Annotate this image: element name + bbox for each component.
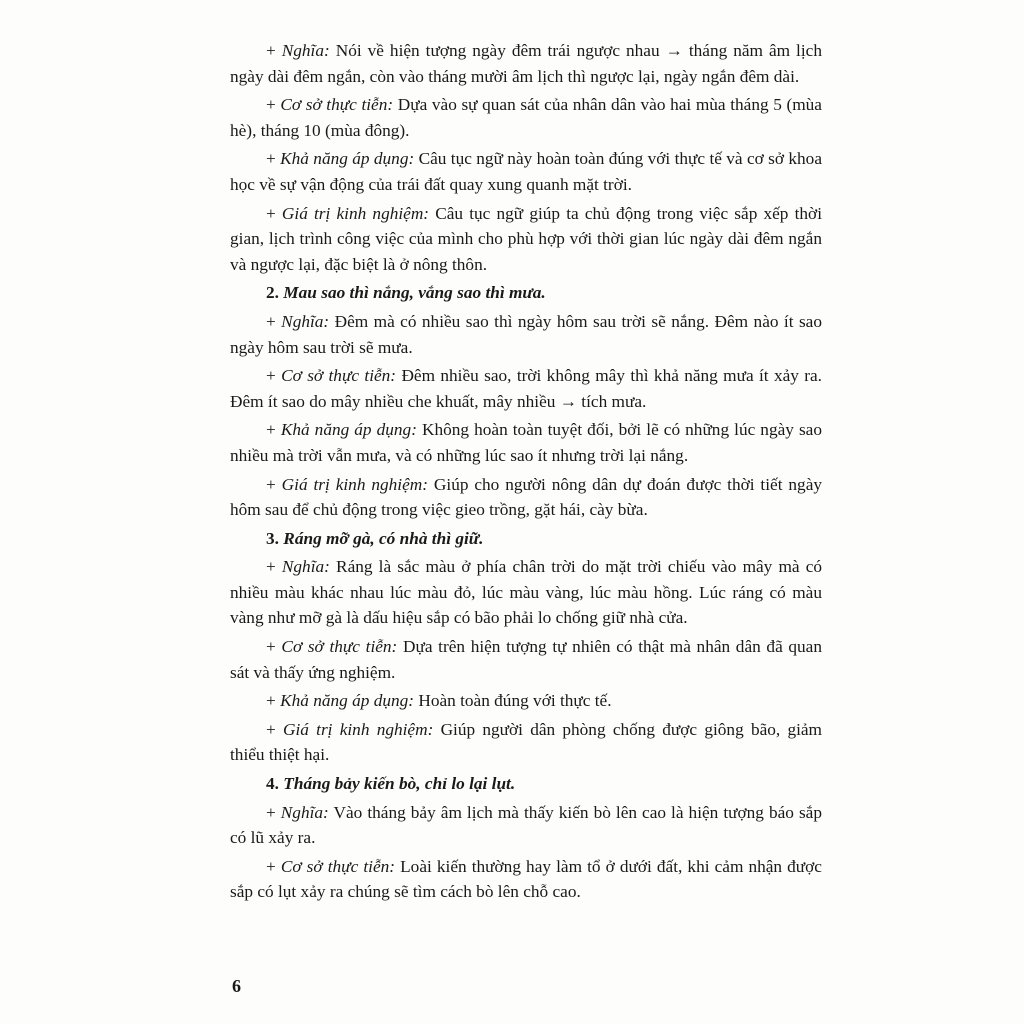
item-label: Khả năng áp dụng:	[280, 420, 417, 440]
section-number: 3.	[266, 528, 279, 548]
item-text: Hoàn toàn đúng với thực tế.	[418, 691, 612, 711]
body-text	[230, 38, 822, 908]
item-text: Câu tục ngữ giúp ta chủ động trong việc sắp xếp thời gian, lịch trình công việc của mình cho phù hợp với thời gian lúc ngày dài đêm ngắn và ngược lại, đặc biệt là ở nông thôn.	[230, 203, 822, 274]
item-text: Nói về hiện tượng ngày đêm trái ngược nhau → tháng năm âm lịch ngày dài đêm ngắn, còn vào tháng mười âm lịch thì ngược lại, ngày ngắn đêm dài.	[230, 41, 822, 86]
section-2-meaning: + Nghĩa: Đêm mà có nhiều sao thì ngày hôm sau trời sẽ nắng. Đêm nào ít sao ngày hôm sau trời sẽ mưa.	[230, 311, 822, 357]
intro-practical-basis: + Cơ sở thực tiễn: Dựa vào sự quan sát của nhân dân vào hai mùa tháng 5 (mùa hè), tháng 10 (mùa đông).	[230, 95, 822, 140]
item-text: Đêm mà có nhiều sao thì ngày hôm sau trời sẽ nắng. Đêm nào ít sao ngày hôm sau trời sẽ mưa.	[230, 311, 822, 357]
item-text: Loài kiến thường hay làm tổ ở dưới đất, khi cảm nhận được sắp có lụt xảy ra chúng sẽ tìm cách bò lên chỗ cao.	[230, 856, 822, 902]
item-text: Không hoàn toàn tuyệt đối, bởi lẽ có những lúc ngày sao nhiều mà trời vẫn mưa, và có những lúc sao ít nhưng trời lại nắng.	[230, 420, 822, 465]
section-title: Mau sao thì nắng, vắng sao thì mưa.	[283, 283, 546, 303]
item-label: Giá trị kinh nghiệm:	[282, 719, 434, 739]
intro-applicability: + Khả năng áp dụng: Câu tục ngữ này hoàn toàn đúng với thực tế và cơ sở khoa học về sự vận động của trái đất quay xung quanh mặt trời.	[230, 149, 822, 194]
section-title: Ráng mỡ gà, có nhà thì giữ.	[283, 528, 484, 548]
item-text: Ráng là sắc màu ở phía chân trời do mặt trời chiếu vào mây mà có nhiều màu khác nhau lúc màu đỏ, lúc màu vàng, lúc màu hồng. Lúc ráng có màu vàng như mỡ gà là dấu hiệu sắp có bão phải lo chống giữ nhà cửa.	[230, 557, 823, 628]
section-2-experience-value: + Giá trị kinh nghiệm: Giúp cho người nông dân dự đoán được thời tiết ngày hôm sau để chủ động trong việc gieo trồng, gặt hái, cày bừa.	[230, 474, 822, 520]
item-label: Cơ sở thực tiễn:	[281, 637, 398, 657]
item-label: Cơ sở thực tiễn:	[280, 856, 396, 876]
item-label: Nghĩa:	[280, 802, 329, 822]
section-3-applicability: + Khả năng áp dụng: Hoàn toàn đúng với thực tế.	[266, 691, 612, 711]
intro-experience-value: + Giá trị kinh nghiệm: Câu tục ngữ giúp ta chủ động trong việc sắp xếp thời gian, lịch trình công việc của mình cho phù hợp với thời gian lúc ngày dài đêm ngắn và ngược lại, đặc biệt là ở nông thôn.	[230, 203, 822, 274]
section-heading-2	[230, 280, 822, 306]
section-4-practical-basis: + Cơ sở thực tiễn: Loài kiến thường hay làm tổ ở dưới đất, khi cảm nhận được sắp có lụt xảy ra chúng sẽ tìm cách bò lên chỗ cao.	[230, 856, 822, 902]
section-heading-4	[230, 771, 822, 797]
section-heading-3	[230, 526, 822, 552]
item-label: Khả năng áp dụng:	[280, 691, 415, 711]
item-text: Dựa trên hiện tượng tự nhiên có thật mà nhân dân đã quan sát và thấy ứng nghiệm.	[230, 637, 822, 682]
section-4-meaning: + Nghĩa: Vào tháng bảy âm lịch mà thấy kiến bò lên cao là hiện tượng báo sắp có lũ xảy ra.	[230, 802, 822, 848]
page-number: 6	[232, 976, 241, 996]
section-number: 4.	[266, 774, 279, 794]
item-text: Câu tục ngữ này hoàn toàn đúng với thực tế và cơ sở khoa học về sự vận động của trái đất quay xung quanh mặt trời.	[230, 149, 822, 194]
item-text: Dựa vào sự quan sát của nhân dân vào hai mùa tháng 5 (mùa hè), tháng 10 (mùa đông).	[230, 95, 822, 140]
item-text: Giúp cho người nông dân dự đoán được thời tiết ngày hôm sau để chủ động trong việc gieo trồng, gặt hái, cày bừa.	[230, 474, 822, 520]
item-text: Đêm nhiều sao, trời không mây thì khả năng mưa ít xảy ra. Đêm ít sao do mây nhiều che khuất, mây nhiều → tích mưa.	[230, 366, 823, 411]
section-3-meaning: + Nghĩa: Ráng là sắc màu ở phía chân trời do mặt trời chiếu vào mây mà có nhiều màu khác nhau lúc màu đỏ, lúc màu vàng, lúc màu hồng. Lúc ráng có màu vàng như mỡ gà là dấu hiệu sắp có bão phải lo chống giữ nhà cửa.	[230, 557, 823, 628]
item-label: Giá trị kinh nghiệm:	[281, 203, 430, 223]
item-text: Giúp người dân phòng chống được giông bão, giảm thiểu thiệt hại.	[230, 719, 823, 765]
item-text: Vào tháng bảy âm lịch mà thấy kiến bò lên cao là hiện tượng báo sắp có lũ xảy ra.	[230, 802, 822, 848]
intro-meaning: + Nghĩa: Nói về hiện tượng ngày đêm trái ngược nhau → tháng năm âm lịch ngày dài đêm ngắn, còn vào tháng mười âm lịch thì ngược lại, ngày ngắn đêm dài.	[230, 41, 822, 86]
item-label: Giá trị kinh nghiệm:	[281, 474, 428, 494]
item-label: Khả năng áp dụng:	[280, 149, 415, 169]
section-number: 2.	[266, 283, 279, 303]
section-2-practical-basis: + Cơ sở thực tiễn: Đêm nhiều sao, trời không mây thì khả năng mưa ít xảy ra. Đêm ít sao do mây nhiều che khuất, mây nhiều → tích mưa.	[230, 366, 823, 411]
section-3-practical-basis: + Cơ sở thực tiễn: Dựa trên hiện tượng tự nhiên có thật mà nhân dân đã quan sát và thấy ứng nghiệm.	[230, 637, 822, 682]
item-label: Nghĩa:	[281, 311, 330, 331]
item-label: Cơ sở thực tiễn:	[280, 95, 394, 115]
section-2-applicability: + Khả năng áp dụng: Không hoàn toàn tuyệt đối, bởi lẽ có những lúc ngày sao nhiều mà trời vẫn mưa, và có những lúc sao ít nhưng trời lại nắng.	[230, 420, 822, 465]
item-label: Nghĩa:	[281, 41, 330, 60]
section-title: Tháng bảy kiến bò, chỉ lo lại lụt.	[283, 774, 516, 794]
section-3-experience-value: + Giá trị kinh nghiệm: Giúp người dân phòng chống được giông bão, giảm thiểu thiệt hại.	[230, 719, 823, 765]
item-label: Nghĩa:	[281, 557, 330, 577]
item-label: Cơ sở thực tiễn:	[281, 366, 397, 386]
